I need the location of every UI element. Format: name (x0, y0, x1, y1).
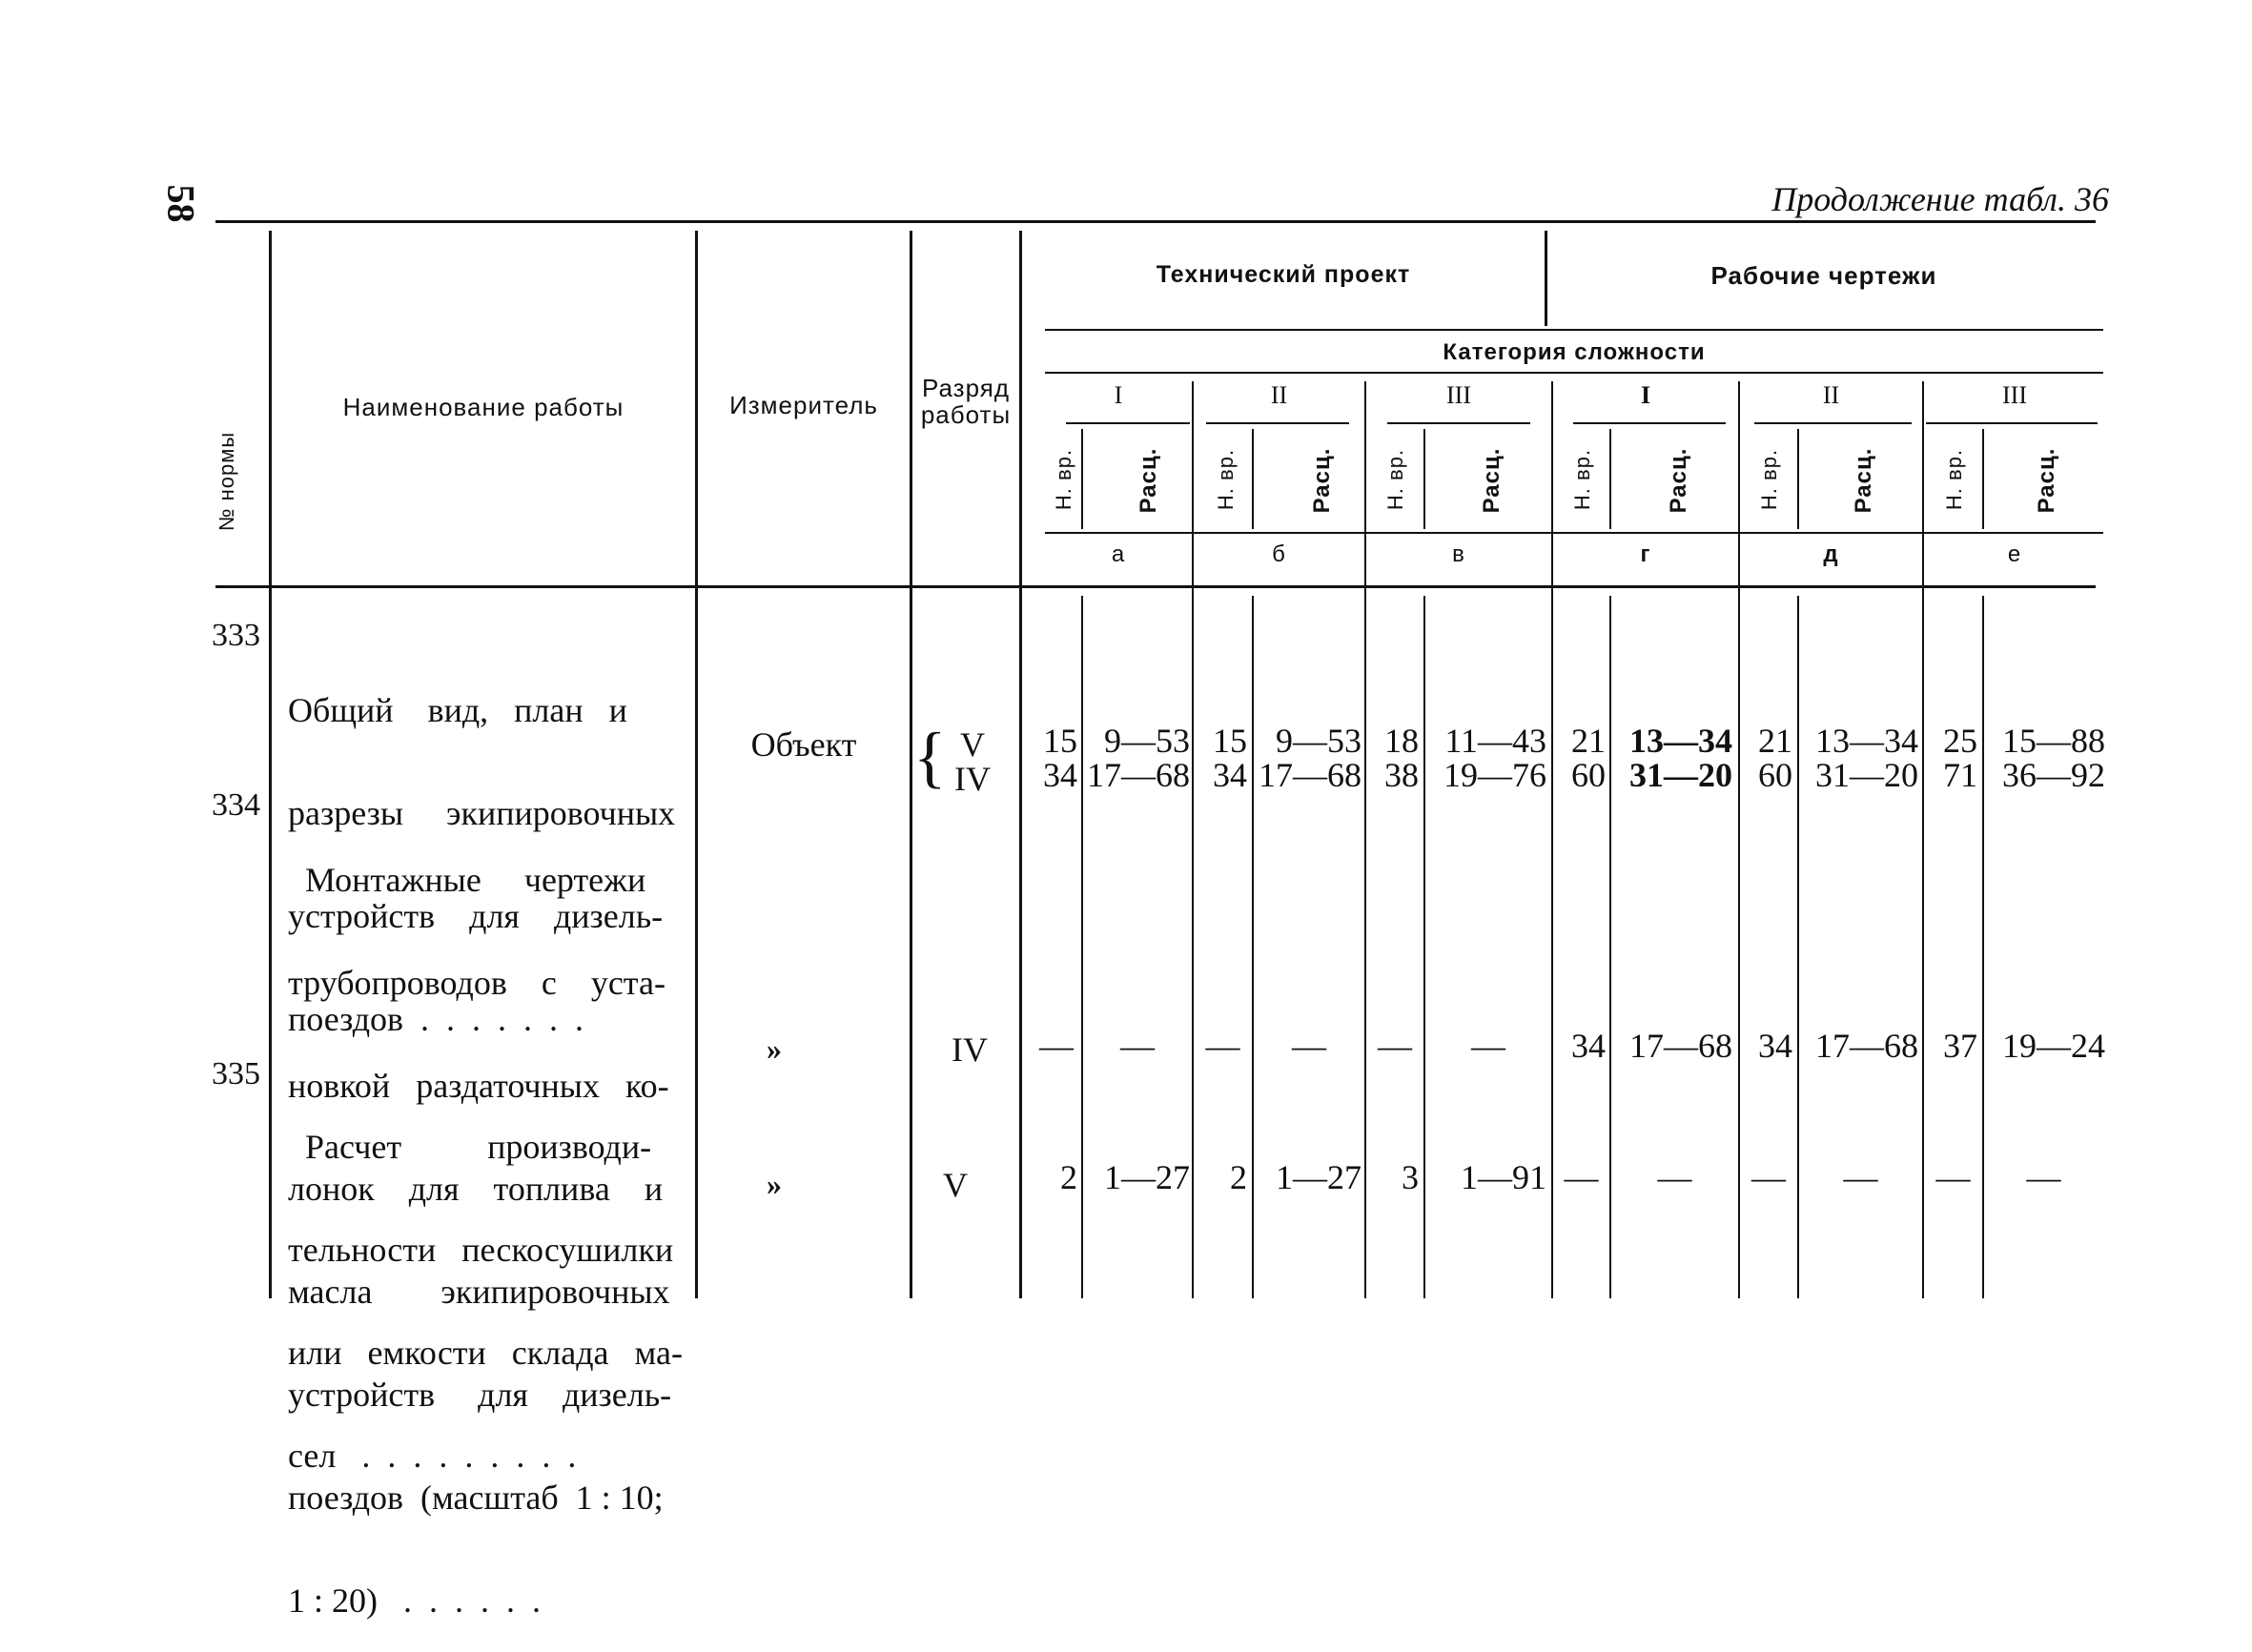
sub-line (1252, 596, 1254, 1298)
header-group-tech: Технический проект (1156, 261, 1411, 288)
grade-value: IV (954, 760, 991, 798)
grade-value: V (960, 725, 985, 764)
unit-value: » (767, 1167, 782, 1201)
cat-underline (1387, 422, 1530, 424)
header-grade-2: работы (920, 400, 1012, 429)
value-rate: — (1292, 1027, 1326, 1065)
value-rate: 31—20 (1815, 756, 1918, 794)
value-rate: 1—27 (1276, 1158, 1361, 1196)
header-grade-1: Разряд (922, 374, 1010, 402)
value-hours: 21 (1758, 722, 1792, 760)
col-letter: е (2007, 541, 2022, 567)
page-number: 58 (159, 184, 203, 223)
value-rate: 36—92 (2002, 756, 2105, 794)
category-rule (1045, 372, 2103, 374)
value-hours: — (1378, 1027, 1412, 1065)
top-rule (215, 220, 2096, 223)
value-hours: 15 (1213, 722, 1247, 760)
sub-hours: Н. вр. (1757, 448, 1781, 511)
value-rate: 1—27 (1104, 1158, 1190, 1196)
sub-hours: Н. вр. (1214, 448, 1238, 511)
sub-line (1423, 596, 1425, 1298)
sub-line (1423, 429, 1425, 529)
value-rate: 13—34 (1629, 722, 1732, 760)
work-description: Расчет производи- тельности пескосушилки или емкости склада ма- сел . . . . . . . . . (288, 1128, 683, 1475)
sub-rate: Расц. (1309, 447, 1335, 514)
header-group-work: Рабочие чертежи (1710, 261, 1937, 290)
sub-line (1081, 596, 1083, 1298)
sub-hours: Н. вр. (1052, 448, 1075, 511)
sub-hours: Н. вр. (1942, 448, 1966, 511)
value-hours: 34 (1571, 1027, 1606, 1065)
col-letter: г (1640, 541, 1651, 567)
category-ii: II (1270, 381, 1288, 409)
value-hours: 25 (1943, 722, 1977, 760)
sub-line (1081, 429, 1083, 529)
sub-rate: Расц. (2034, 447, 2059, 514)
row-number: 334 (212, 787, 260, 823)
sub-line (1609, 429, 1611, 529)
sub-rate: Расц. (1666, 447, 1691, 514)
value-hours: 2 (1060, 1158, 1077, 1196)
value-rate: — (1657, 1158, 1692, 1196)
category-iii: III (2002, 381, 2027, 409)
value-hours: 3 (1402, 1158, 1419, 1196)
value-hours: 60 (1571, 756, 1606, 794)
col-letter: д (1823, 541, 1839, 567)
value-rate: 17—68 (1629, 1027, 1732, 1065)
cat-underline (1926, 422, 2098, 424)
cat-line (1364, 381, 1366, 1298)
value-hours: — (1039, 1027, 1074, 1065)
sub-rate: Расц. (1479, 447, 1505, 514)
value-rate: 11—43 (1444, 722, 1546, 760)
continuation-title: Продолжение табл. 36 (1771, 180, 2109, 218)
value-rate: — (1120, 1027, 1155, 1065)
subcol-rule (1045, 532, 2103, 534)
header-category: Категория сложности (1443, 339, 1706, 365)
brace: { (913, 719, 947, 795)
cat-underline (1754, 422, 1912, 424)
col-line-no (269, 231, 272, 1298)
value-hours: 21 (1571, 722, 1606, 760)
header-name: Наименование работы (342, 393, 624, 421)
col-line-grade (1019, 231, 1022, 1298)
value-rate: 19—24 (2002, 1027, 2105, 1065)
row-number: 333 (212, 618, 260, 653)
value-rate: 17—68 (1087, 756, 1190, 794)
value-hours: 34 (1758, 1027, 1792, 1065)
value-hours: — (1935, 1158, 1971, 1196)
sub-line (1982, 429, 1984, 529)
unit-value: » (767, 1031, 782, 1066)
value-hours: 60 (1758, 756, 1792, 794)
col-letter: б (1272, 541, 1286, 567)
value-hours: — (1564, 1158, 1599, 1196)
value-hours: 38 (1384, 756, 1419, 794)
value-hours: 37 (1943, 1027, 1977, 1065)
grade-value: V (943, 1166, 968, 1204)
value-rate: 31—20 (1629, 756, 1732, 794)
value-rate: — (2026, 1158, 2061, 1196)
value-rate: 15—88 (2002, 722, 2105, 760)
cat-underline (1573, 422, 1726, 424)
cat-line (1192, 381, 1194, 1298)
value-rate: 1—91 (1461, 1158, 1546, 1196)
sub-hours: Н. вр. (1570, 448, 1594, 511)
col-letter: в (1452, 541, 1465, 567)
work-description: Монтажные чертежи трубопроводов с уста- новкой раздаточных ко- лонок для топлива и масла экипировочных устройств для дизель- поездов (масштаб 1 : 10; 1 : 20) . . . . . . (288, 861, 672, 1620)
sub-hours: Н. вр. (1383, 448, 1407, 511)
row-number: 335 (212, 1056, 260, 1091)
header-no: № нормы (215, 431, 238, 532)
cat-underline (1206, 422, 1349, 424)
sub-line (1797, 429, 1799, 529)
value-hours: — (1751, 1158, 1786, 1196)
col-letter: а (1111, 541, 1126, 567)
sub-rate: Расц. (1851, 447, 1876, 514)
header-unit: Измеритель (729, 391, 878, 419)
value-rate: 9—53 (1104, 722, 1190, 760)
value-hours: 15 (1043, 722, 1077, 760)
value-hours: 2 (1230, 1158, 1247, 1196)
value-rate: 17—68 (1259, 756, 1361, 794)
value-hours: 34 (1213, 756, 1247, 794)
value-hours: 18 (1384, 722, 1419, 760)
value-hours: 71 (1943, 756, 1977, 794)
value-rate: 17—68 (1815, 1027, 1918, 1065)
value-rate: 19—76 (1443, 756, 1546, 794)
value-rate: — (1843, 1158, 1878, 1196)
sub-line (1252, 429, 1254, 529)
group-rule (1045, 329, 2103, 331)
header-bottom-rule (215, 585, 2096, 588)
cat-underline (1066, 422, 1190, 424)
category-i: I (1114, 381, 1123, 409)
value-rate: — (1471, 1027, 1505, 1065)
grade-value: IV (952, 1030, 988, 1069)
category-i: I (1640, 381, 1651, 409)
category-ii: II (1822, 381, 1840, 409)
value-rate: 13—34 (1815, 722, 1918, 760)
value-hours: — (1205, 1027, 1240, 1065)
sub-rate: Расц. (1136, 447, 1161, 514)
value-hours: 34 (1043, 756, 1077, 794)
value-rate: 9—53 (1276, 722, 1361, 760)
unit-value: Объект (750, 725, 857, 764)
category-iii: III (1446, 381, 1471, 409)
work-description: Общий вид, план и разрезы экипировочных устройств для дизель- поездов . . . . . . . (288, 691, 676, 1038)
